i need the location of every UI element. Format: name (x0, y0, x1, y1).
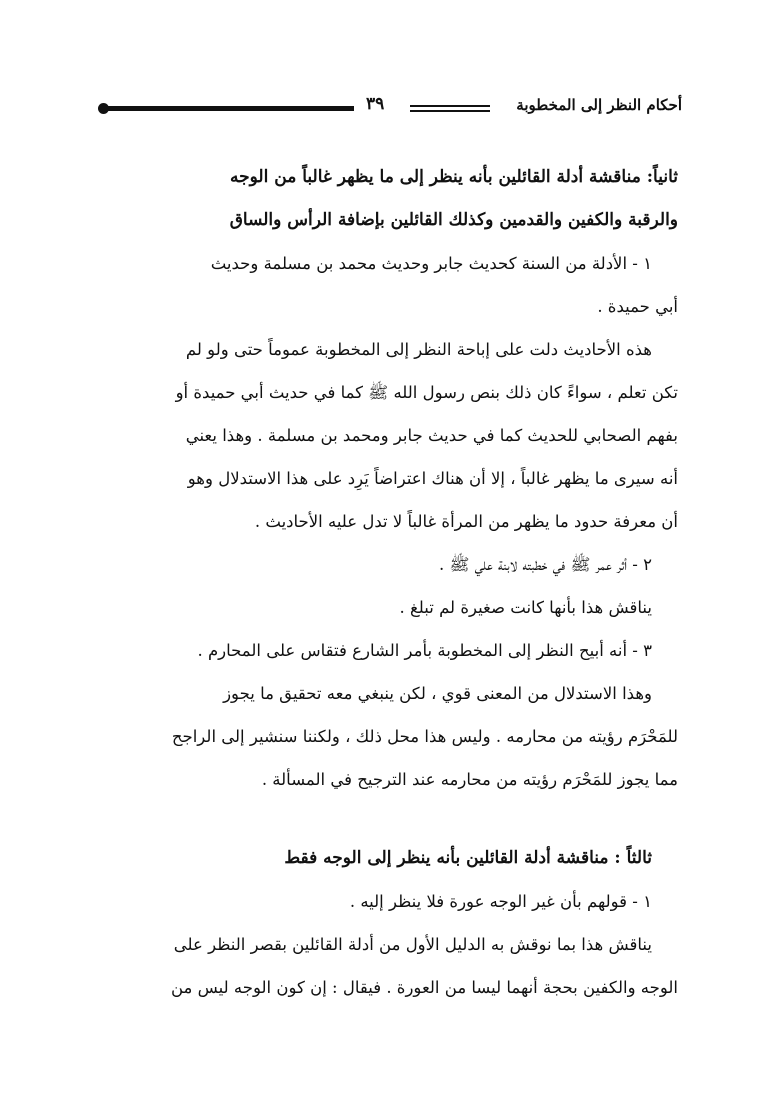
header-rule-right-2 (410, 110, 490, 112)
page-body (96, 156, 678, 1009)
paragraph-1-line-5: أن معرفة حدود ما يظهر من المرأة غالباً لا تدل عليه الأحاديث . (254, 512, 678, 531)
page-number: ٣٩ (366, 94, 385, 114)
paragraph-3-line-1: يناقش هذا بما نوقش به الدليل الأول من أدلة القائلين بقصر النظر على (173, 935, 652, 954)
list-item-1-cont: أبي حميدة . (597, 297, 678, 316)
list-item-1: ١ - الأدلة من السنة كحديث جابر وحديث محمد بن مسلمة وحديث (210, 254, 652, 273)
paragraph-2-line-1: وهذا الاستدلال من المعنى قوي ، لكن ينبغي معه تحقيق ما يجوز (223, 684, 652, 703)
paragraph-1-line-3: بفهم الصحابي للحديث كما في حديث جابر ومحمد بن مسلمة . وهذا يعني (185, 426, 678, 445)
paragraph-2-line-3: مما يجوز للمَحْرَم رؤيته من محارمه عند الترجيح في المسألة . (261, 770, 678, 789)
header-rule-right (410, 105, 490, 107)
header-rule-dot (98, 103, 109, 114)
section-heading-2b: والرقبة والكفين والقدمين وكذلك القائلين بإضافة الرأس والساق (229, 210, 678, 230)
section-3-item-1: ١ - قولهم بأن غير الوجه عورة فلا ينظر إليه . (349, 892, 652, 911)
paragraph-3-line-2: الوجه والكفين بحجة أنهما ليسا من العورة . فيقال : إن كون الوجه ليس من (171, 978, 678, 997)
paragraph-2-line-2: للمَحْرَم رؤيته من محارمه . وليس هذا محل ذلك ، ولكننا سنشير إلى الراجح (171, 727, 678, 746)
header-rule-left (104, 106, 354, 111)
section-heading-2a: ثانياً: مناقشة أدلة القائلين بأنه ينظر إلى ما يظهر غالباً من الوجه (230, 167, 678, 187)
list-item-2: ٢ - أثر عمر ﷺ في خطبته لابنة علي ﷺ . (438, 555, 652, 574)
paragraph-1-line-1: هذه الأحاديث دلت على إباحة النظر إلى المخطوبة عموماً حتى ولو لم (185, 340, 652, 359)
book-title: أحكام النظر إلى المخطوبة (516, 96, 682, 114)
section-heading-3: ثالثاً : مناقشة أدلة القائلين بأنه ينظر إلى الوجه فقط (284, 848, 652, 868)
paragraph-1-line-4: أنه سيرى ما يظهر غالباً ، إلا أن هناك اعتراضاً يَرِد على هذا الاستدلال وهو (187, 469, 678, 488)
paragraph-1-line-2: تكن تعلم ، سواءً كان ذلك بنص رسول الله ﷺ كما في حديث أبي حميدة أو (175, 383, 678, 402)
running-header (98, 92, 682, 132)
section-spacer (96, 801, 678, 837)
list-item-2-reply: يناقش هذا بأنها كانت صغيرة لم تبلغ . (399, 598, 652, 617)
list-item-3: ٣ - أنه أبيح النظر إلى المخطوبة بأمر الشارع فتقاس على المحارم . (197, 641, 652, 660)
